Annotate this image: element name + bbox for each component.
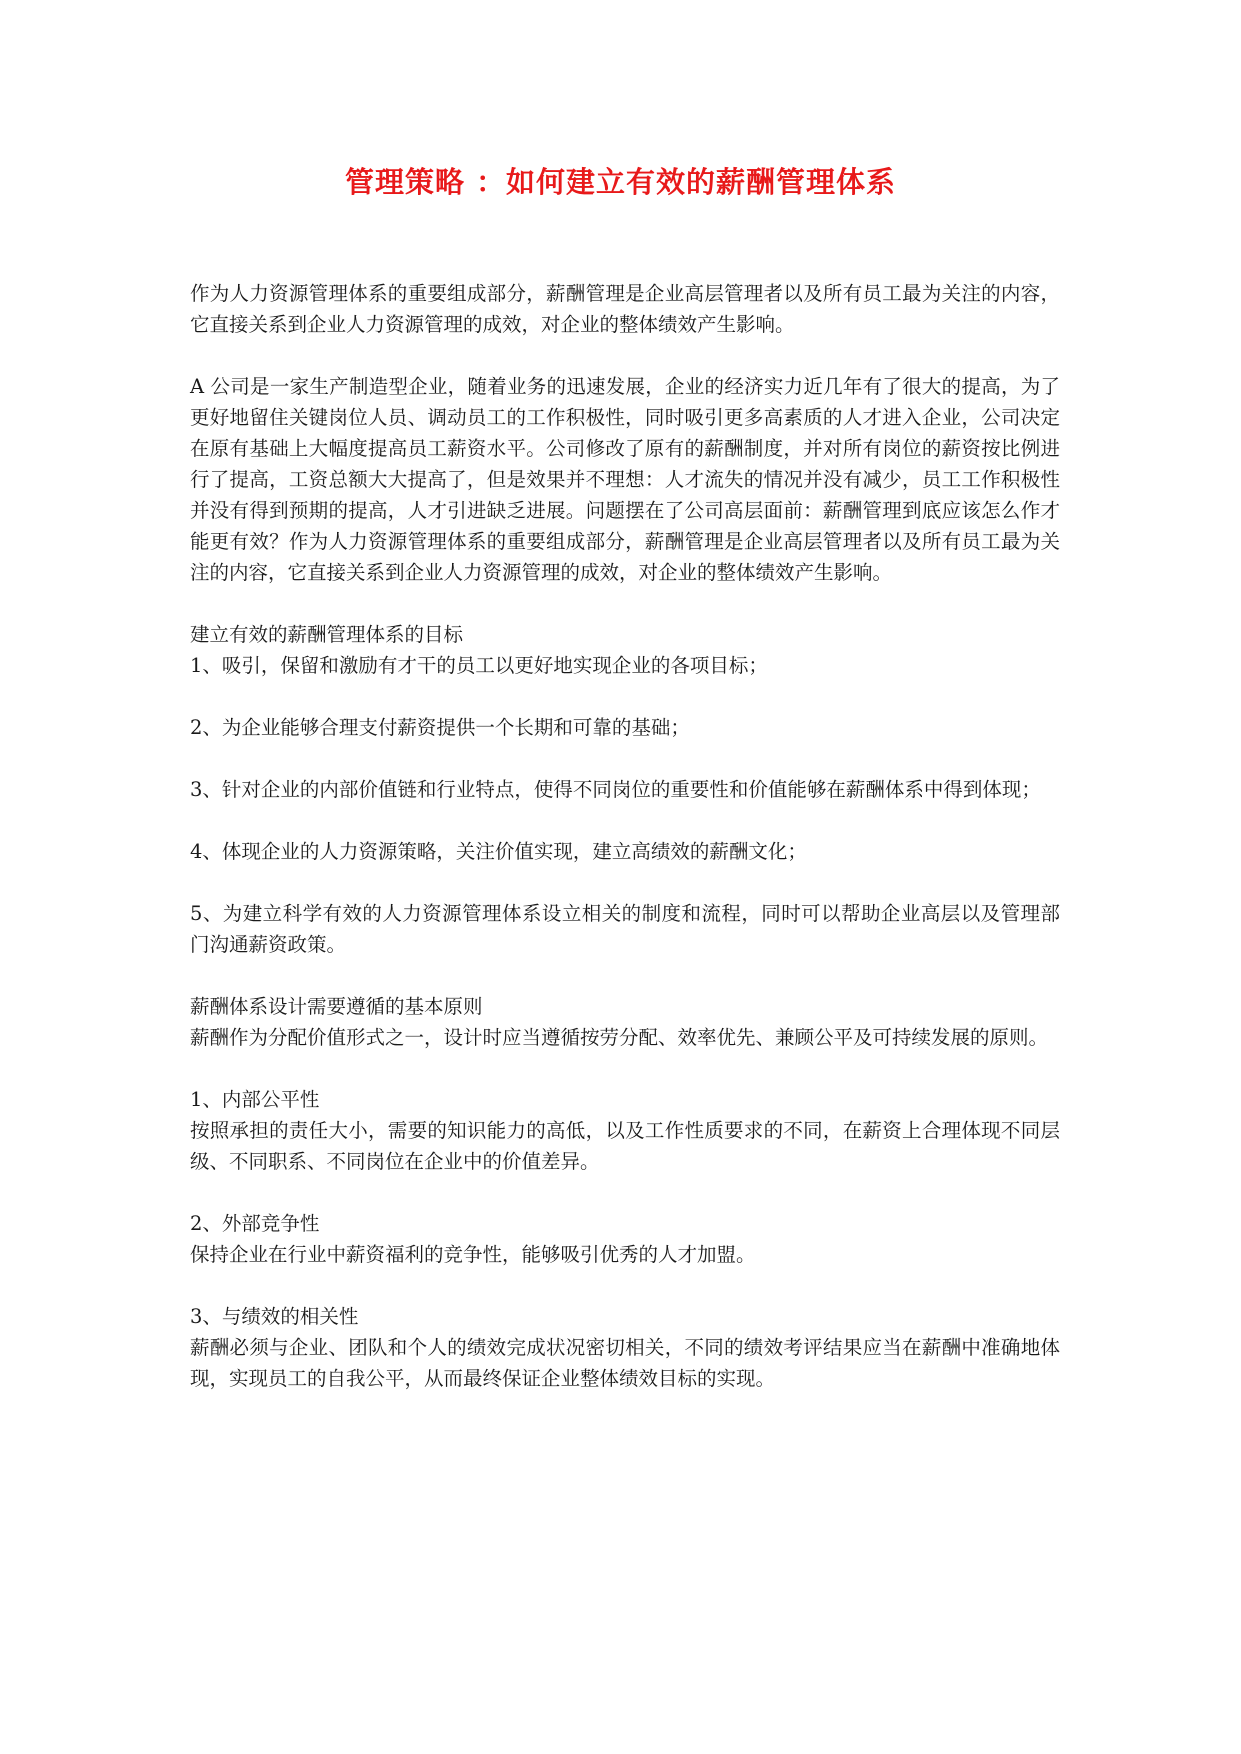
goal-item: 2、为企业能够合理支付薪资提供一个长期和可靠的基础； [190, 716, 690, 739]
goal-item: 1、吸引，保留和激励有才干的员工以更好地实现企业的各项目标； [190, 654, 768, 677]
goal-item: 3、针对企业的内部价值链和行业特点，使得不同岗位的重要性和价值能够在薪酬体系中得到体现； [190, 778, 1041, 801]
paragraph-gap [190, 681, 1060, 712]
paragraph-gap [190, 588, 1060, 619]
goal-item: 4、体现企业的人力资源策略，关注价值实现，建立高绩效的薪酬文化； [190, 840, 807, 863]
paragraph-gap [190, 340, 1060, 371]
principle-heading: 1、内部公平性 [190, 1088, 320, 1111]
principle-heading: 2、外部竞争性 [190, 1212, 320, 1235]
document-body [190, 278, 1060, 1394]
principle-heading: 3、与绩效的相关性 [190, 1305, 359, 1328]
paragraph-gap [190, 805, 1060, 836]
goals-heading: 建立有效的薪酬管理体系的目标 [190, 623, 464, 646]
paragraph-gap [190, 867, 1060, 898]
goal-item: 5、为建立科学有效的人力资源管理体系设立相关的制度和流程，同时可以帮助企业高层以及管理部门沟通薪资政策。 [190, 902, 1060, 956]
principle-text: 按照承担的责任大小，需要的知识能力的高低，以及工作性质要求的不同，在薪资上合理体现不同层级、不同职系、不同岗位在企业中的价值差异。 [190, 1119, 1060, 1173]
case-paragraph: A 公司是一家生产制造型企业，随着业务的迅速发展，企业的经济实力近几年有了很大的提高，为了更好地留住关键岗位人员、调动员工的工作积极性，同时吸引更多高素质的人才进入企业，公司决定在原有基础上大幅度提高员工薪资水平。公司修改了原有的薪酬制度，并对所有岗位的薪资按比例进行了提高，工资总额大大提高了，但是效果并不理想：人才流失的情况并没有减少，员工工作积极性并没有得到预期的提高，人才引进缺乏进展。问题摆在了公司高层面前：薪酬管理到底应该怎么作才能更有效？作为人力资源管理体系的重要组成部分，薪酬管理是企业高层管理者以及所有员工最为关注的内容，它直接关系到企业人力资源管理的成效，对企业的整体绩效产生影响。 [190, 375, 1060, 584]
principle-text: 薪酬必须与企业、团队和个人的绩效完成状况密切相关，不同的绩效考评结果应当在薪酬中准确地体现，实现员工的自我公平，从而最终保证企业整体绩效目标的实现。 [190, 1336, 1060, 1390]
intro-paragraph: 作为人力资源管理体系的重要组成部分，薪酬管理是企业高层管理者以及所有员工最为关注的内容，它直接关系到企业人力资源管理的成效，对企业的整体绩效产生影响。 [190, 282, 1060, 336]
principle-text: 保持企业在行业中薪资福利的竞争性，能够吸引优秀的人才加盟。 [190, 1243, 756, 1266]
paragraph-gap [190, 1053, 1060, 1084]
paragraph-gap [190, 743, 1060, 774]
paragraph-gap [190, 1177, 1060, 1208]
principles-intro: 薪酬作为分配价值形式之一，设计时应当遵循按劳分配、效率优先、兼顾公平及可持续发展的原则。 [190, 1026, 1049, 1049]
document-title: 管理策略 ：如何建立有效的薪酬管理体系 [344, 165, 897, 199]
paragraph-gap [190, 960, 1060, 991]
paragraph-gap [190, 1270, 1060, 1301]
principles-heading: 薪酬体系设计需要遵循的基本原则 [190, 995, 483, 1018]
